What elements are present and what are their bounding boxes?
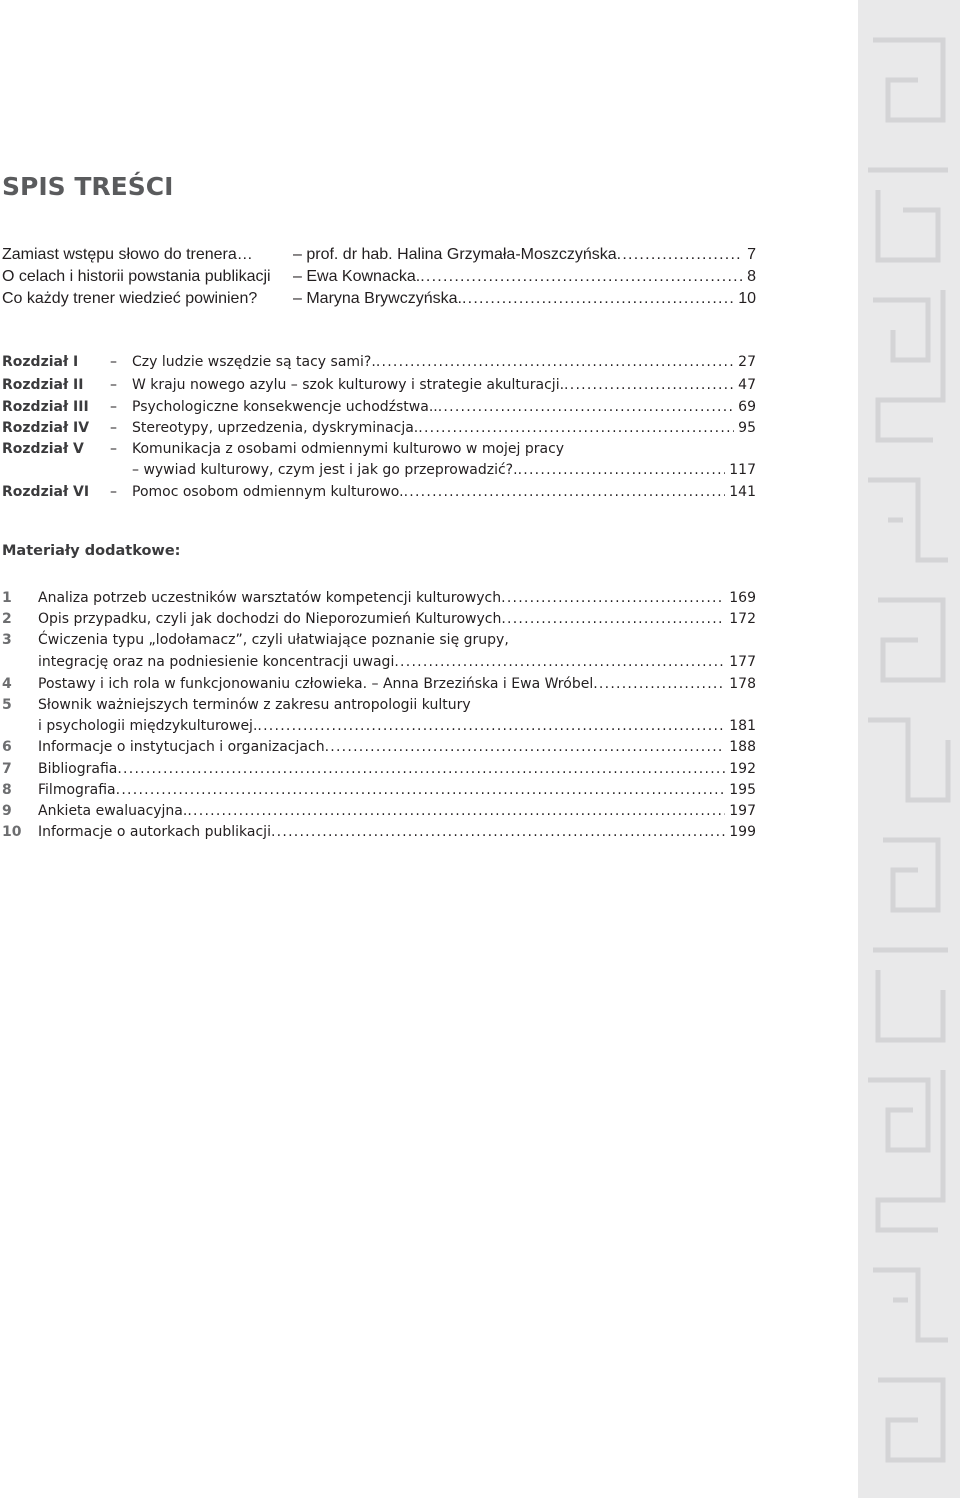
chapter-name: Rozdział IV — [2, 420, 90, 436]
material-entry[interactable] — [38, 803, 756, 819]
page-number: 141 — [729, 484, 756, 500]
page-number: 10 — [738, 290, 756, 307]
leader-dots — [462, 288, 734, 310]
item-number: 1 — [2, 590, 12, 606]
page-number: 69 — [738, 399, 756, 415]
item-number: 7 — [2, 761, 12, 777]
material-title: Filmografia — [38, 782, 116, 798]
decorative-pattern-strip — [858, 0, 960, 1498]
chapter-dash: – — [110, 420, 117, 436]
material-entry[interactable] — [38, 739, 756, 755]
intro-entry[interactable] — [293, 266, 756, 288]
page-number: 117 — [729, 462, 756, 478]
material-entry[interactable] — [38, 654, 756, 670]
page-number: 27 — [738, 354, 756, 370]
page-number: 195 — [729, 782, 756, 798]
chapter-dash: – — [110, 484, 117, 500]
page-title: SPIS TREŚCI — [2, 172, 174, 201]
page-number: 199 — [729, 824, 756, 840]
material-title[interactable]: Ćwiczenia typu „lodołamacz”, czyli ułatwiające poznanie się grupy, — [38, 632, 509, 648]
material-title: Informacje o autorkach publikacji — [38, 824, 271, 840]
leader-dots — [617, 244, 743, 266]
chapter-dash: – — [110, 354, 117, 370]
item-number: 10 — [2, 824, 22, 840]
material-title-continued: integrację oraz na podniesienie koncentracji uwagi — [38, 654, 395, 670]
leader-dots — [418, 420, 734, 436]
chapter-title-continued: – wywiad kulturowy, czym jest i jak go przeprowadzić?. — [132, 462, 518, 478]
chapter-title: Stereotypy, uprzedzenia, dyskryminacja. — [132, 420, 419, 436]
materials-heading: Materiały dodatkowe: — [2, 543, 181, 559]
chapter-name: Rozdział V — [2, 441, 84, 457]
chapter-entry[interactable] — [132, 420, 756, 436]
leader-dots — [593, 676, 725, 692]
page-number: 7 — [747, 246, 756, 263]
leader-dots — [325, 739, 726, 755]
material-title-continued: i psychologii międzykulturowej. — [38, 718, 258, 734]
chapter-title: Czy ludzie wszędzie są tacy sami?. — [132, 354, 376, 370]
material-entry[interactable] — [38, 611, 756, 627]
chapter-name: Rozdział I — [2, 354, 79, 370]
leader-dots — [394, 654, 725, 670]
page-number: 8 — [747, 268, 756, 285]
leader-dots — [257, 718, 725, 734]
page-number: 169 — [729, 590, 756, 606]
chapter-name: Rozdział III — [2, 399, 89, 415]
material-title: Postawy i ich rola w funkcjonowaniu człowieka. – Anna Brzezińska i Ewa Wróbel — [38, 676, 594, 692]
intro-entry[interactable] — [293, 244, 756, 266]
chapter-name: Rozdział II — [2, 377, 84, 393]
intro-label: Co każdy trener wiedzieć powinien? — [2, 290, 258, 307]
chapter-entry[interactable] — [132, 462, 756, 478]
page-number: 188 — [729, 739, 756, 755]
material-title: Bibliografia — [38, 761, 118, 777]
leader-dots — [117, 761, 725, 777]
chapter-title: W kraju nowego azylu – szok kulturowy i strategie akulturacji. — [132, 377, 565, 393]
leader-dots — [438, 399, 734, 415]
material-entry[interactable] — [38, 824, 756, 840]
leader-dots — [376, 354, 734, 370]
leader-dots — [564, 377, 734, 393]
material-title: Opis przypadku, czyli jak dochodzi do Nieporozumień Kulturowych — [38, 611, 502, 627]
intro-entry[interactable] — [293, 288, 756, 310]
page-number: 177 — [729, 654, 756, 670]
material-title: Ankieta ewaluacyjna. — [38, 803, 188, 819]
material-title: Analiza potrzeb uczestników warsztatów kompetencji kulturowych — [38, 590, 502, 606]
intro-label: Zamiast wstępu słowo do trenera… — [2, 246, 253, 263]
item-number: 3 — [2, 632, 12, 648]
page-number: 181 — [729, 718, 756, 734]
material-title: Informacje o instytucjach i organizacjach — [38, 739, 325, 755]
item-number: 8 — [2, 782, 12, 798]
leader-dots — [501, 590, 725, 606]
page-number: 197 — [729, 803, 756, 819]
chapter-entry[interactable] — [132, 354, 756, 370]
chapter-entry[interactable] — [132, 377, 756, 393]
chapter-name: Rozdział VI — [2, 484, 90, 500]
material-entry[interactable] — [38, 590, 756, 606]
item-number: 6 — [2, 739, 12, 755]
chapter-dash: – — [110, 399, 117, 415]
intro-author: – Maryna Brywczyńska. — [293, 290, 462, 307]
leader-dots — [420, 266, 743, 288]
intro-author: – prof. dr hab. Halina Grzymała-Moszczyńska — [293, 246, 617, 263]
chapter-entry[interactable] — [132, 484, 756, 500]
material-entry[interactable] — [38, 718, 756, 734]
item-number: 2 — [2, 611, 12, 627]
chapter-dash: – — [110, 441, 117, 457]
item-number: 4 — [2, 676, 12, 692]
page-number: 172 — [729, 611, 756, 627]
chapter-entry[interactable] — [132, 399, 756, 415]
page-number: 47 — [738, 377, 756, 393]
chapter-title: Psychologiczne konsekwencje uchodźstwa.. — [132, 399, 438, 415]
chapter-title[interactable]: Komunikacja z osobami odmiennymi kulturowo w mojej pracy — [132, 441, 565, 457]
material-entry[interactable] — [38, 676, 756, 692]
item-number: 5 — [2, 697, 12, 713]
page-number: 178 — [729, 676, 756, 692]
material-entry[interactable] — [38, 782, 756, 798]
page-number: 95 — [738, 420, 756, 436]
material-entry[interactable] — [38, 761, 756, 777]
leader-dots — [518, 462, 726, 478]
leader-dots — [116, 782, 726, 798]
leader-dots — [501, 611, 725, 627]
leader-dots — [271, 824, 725, 840]
intro-author: – Ewa Kownacka. — [293, 268, 421, 285]
intro-label: O celach i historii powstania publikacji — [2, 268, 271, 285]
leader-dots — [187, 803, 725, 819]
material-title[interactable]: Słownik ważniejszych terminów z zakresu antropologii kultury — [38, 697, 471, 713]
page-number: 192 — [729, 761, 756, 777]
leader-dots — [404, 484, 726, 500]
chapter-title: Pomoc osobom odmiennym kulturowo. — [132, 484, 404, 500]
chapter-dash: – — [110, 377, 117, 393]
item-number: 9 — [2, 803, 12, 819]
